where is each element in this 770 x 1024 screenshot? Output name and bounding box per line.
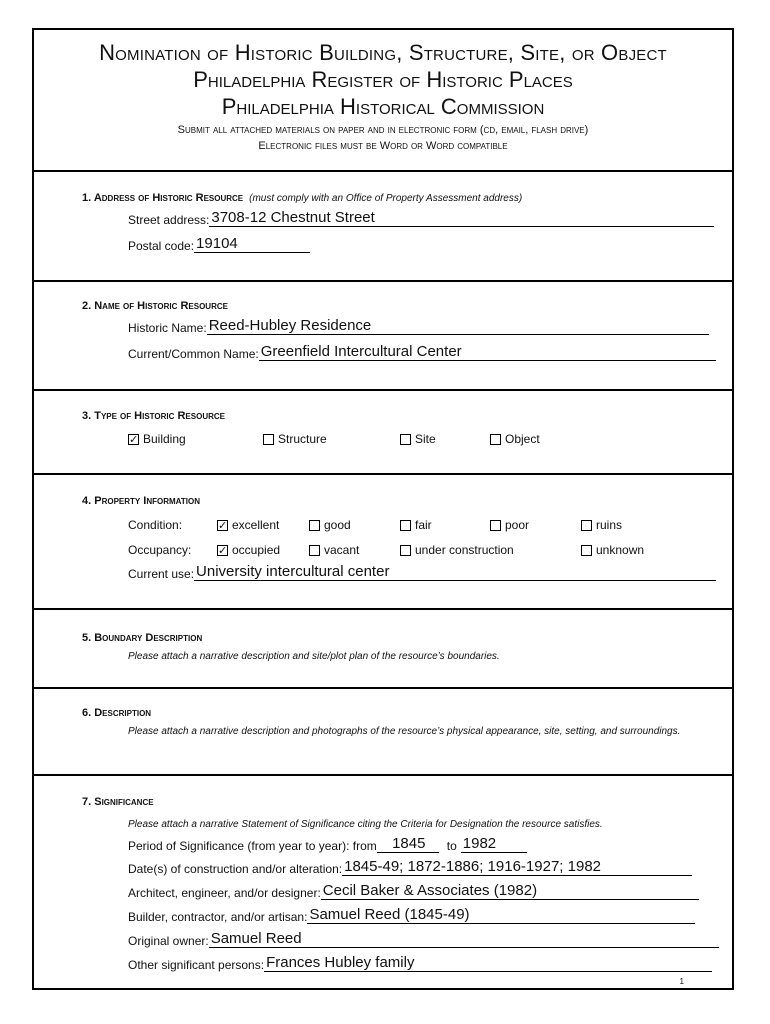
checkbox-box <box>309 545 320 556</box>
section-divider <box>34 280 732 282</box>
checkbox-box <box>581 520 592 531</box>
historic-name-field[interactable]: Reed-Hubley Residence <box>207 318 709 335</box>
section-1-title <box>82 192 522 204</box>
checkbox-box <box>400 520 411 531</box>
checkbox-box: ✓ <box>218 519 228 532</box>
checkbox-label: poor <box>505 518 530 532</box>
persons-label: Other significant persons: <box>128 958 265 972</box>
checkbox-box <box>490 520 501 531</box>
section-6-title: 6. Description <box>82 707 152 719</box>
condition-excellent-checkbox[interactable] <box>217 518 279 532</box>
period-to-field[interactable]: 1982 <box>461 836 527 853</box>
section-divider <box>34 774 732 776</box>
checkbox-box: ✓ <box>129 433 139 446</box>
checkbox-box: ✓ <box>218 544 228 557</box>
form-frame <box>32 28 734 990</box>
dates-label: Date(s) of construction and/or alteration: <box>128 862 343 876</box>
section-divider <box>34 170 732 172</box>
period-label: Period of Significance (from year to year): from <box>128 839 377 853</box>
builder-row <box>128 907 695 924</box>
description-instruction: Please attach a narrative description and photographs of the resource’s physical appearance, site, setting, and surroundings. <box>128 726 681 737</box>
builder-label: Builder, contractor, and/or artisan: <box>128 910 308 924</box>
section-divider <box>34 687 732 689</box>
checkbox-label: Site <box>415 432 436 446</box>
condition-poor-checkbox[interactable] <box>490 518 529 532</box>
checkbox-box <box>400 434 411 445</box>
checkbox-box <box>263 434 274 445</box>
occupancy-unknown-checkbox[interactable] <box>581 543 644 557</box>
owner-row <box>128 931 719 948</box>
checkbox-label: vacant <box>324 543 360 557</box>
postal-code-field[interactable]: 19104 <box>194 236 310 253</box>
persons-field[interactable]: Frances Hubley family <box>264 955 712 972</box>
builder-field[interactable]: Samuel Reed (1845-49) <box>307 907 695 924</box>
checkbox-label: Building <box>143 432 186 446</box>
common-name-row <box>128 344 716 361</box>
commission-title: Philadelphia Historical Commission <box>221 94 545 119</box>
section-divider <box>34 473 732 475</box>
checkbox-label: Structure <box>278 432 327 446</box>
checkbox-box <box>581 545 592 556</box>
type-structure-checkbox[interactable] <box>263 432 327 446</box>
checkbox-label: unknown <box>596 543 645 557</box>
postal-code-label: Postal code: <box>128 239 195 253</box>
current-use-field[interactable]: University intercultural center <box>194 564 716 581</box>
checkbox-label: occupied <box>232 543 281 557</box>
type-building-checkbox[interactable] <box>128 432 186 446</box>
checkbox-label: under construction <box>415 543 514 557</box>
occupancy-label: Occupancy: <box>128 543 192 557</box>
section-1-heading: 1. Address of Historic Resource <box>82 192 244 204</box>
page-number: 1 <box>679 977 684 986</box>
period-to-label: to <box>446 839 457 853</box>
checkbox-label: good <box>324 518 351 532</box>
condition-ruins-checkbox[interactable] <box>581 518 622 532</box>
occupancy-vacant-checkbox[interactable] <box>309 543 359 557</box>
common-name-label: Current/Common Name: <box>128 347 259 361</box>
common-name-field[interactable]: Greenfield Intercultural Center <box>259 344 716 361</box>
street-address-row <box>128 210 714 227</box>
architect-field[interactable]: Cecil Baker & Associates (1982) <box>321 883 699 900</box>
section-divider <box>34 389 732 391</box>
section-2-title: 2. Name of Historic Resource <box>82 300 228 312</box>
dates-field[interactable]: 1845-49; 1872-1886; 1916-1927; 1982 <box>342 859 692 876</box>
owner-field[interactable]: Samuel Reed <box>209 931 719 948</box>
register-title: Philadelphia Register of Historic Places <box>193 67 573 92</box>
period-from-field[interactable]: 1845 <box>377 836 439 853</box>
section-4-title: 4. Property Information <box>82 495 200 507</box>
occupancy-under-construction-checkbox[interactable] <box>400 543 514 557</box>
dates-row <box>128 859 692 876</box>
historic-name-label: Historic Name: <box>128 321 207 335</box>
form-title: Nomination of Historic Building, Structure, Site, or Object <box>99 40 667 65</box>
checkbox-label: Object <box>505 432 540 446</box>
checkbox-box <box>490 434 501 445</box>
checkbox-label: fair <box>415 518 432 532</box>
postal-code-row <box>128 236 310 253</box>
section-5-title: 5. Boundary Description <box>82 632 203 644</box>
period-row <box>128 836 527 853</box>
checkbox-box <box>400 545 411 556</box>
file-format-instruction: Electronic files must be Word or Word compatible <box>258 140 508 152</box>
historic-name-row <box>128 318 709 335</box>
significance-instruction: Please attach a narrative Statement of Significance citing the Criteria for Designation the resource satisfies. <box>128 819 603 830</box>
occupancy-occupied-checkbox[interactable] <box>217 543 280 557</box>
street-address-field[interactable]: 3708-12 Chestnut Street <box>209 210 714 227</box>
street-address-label: Street address: <box>128 213 210 227</box>
checkbox-box <box>309 520 320 531</box>
current-use-row <box>128 564 716 581</box>
section-7-title: 7. Significance <box>82 796 154 808</box>
boundary-instruction: Please attach a narrative description and site/plot plan of the resource’s boundaries. <box>128 651 500 662</box>
condition-good-checkbox[interactable] <box>309 518 351 532</box>
type-site-checkbox[interactable] <box>400 432 436 446</box>
checkbox-label: excellent <box>232 518 280 532</box>
section-divider <box>34 608 732 610</box>
current-use-label: Current use: <box>128 567 195 581</box>
architect-row <box>128 883 699 900</box>
owner-label: Original owner: <box>128 934 209 948</box>
type-object-checkbox[interactable] <box>490 432 540 446</box>
section-3-title: 3. Type of Historic Resource <box>82 410 225 422</box>
condition-label: Condition: <box>128 518 183 532</box>
submission-instruction: Submit all attached materials on paper and in electronic form (cd, email, flash drive) <box>177 124 589 136</box>
persons-row <box>128 955 712 972</box>
checkbox-label: ruins <box>596 518 623 532</box>
section-1-note: (must comply with an Office of Property Assessment address) <box>249 193 523 204</box>
architect-label: Architect, engineer, and/or designer: <box>128 886 321 900</box>
condition-fair-checkbox[interactable] <box>400 518 432 532</box>
